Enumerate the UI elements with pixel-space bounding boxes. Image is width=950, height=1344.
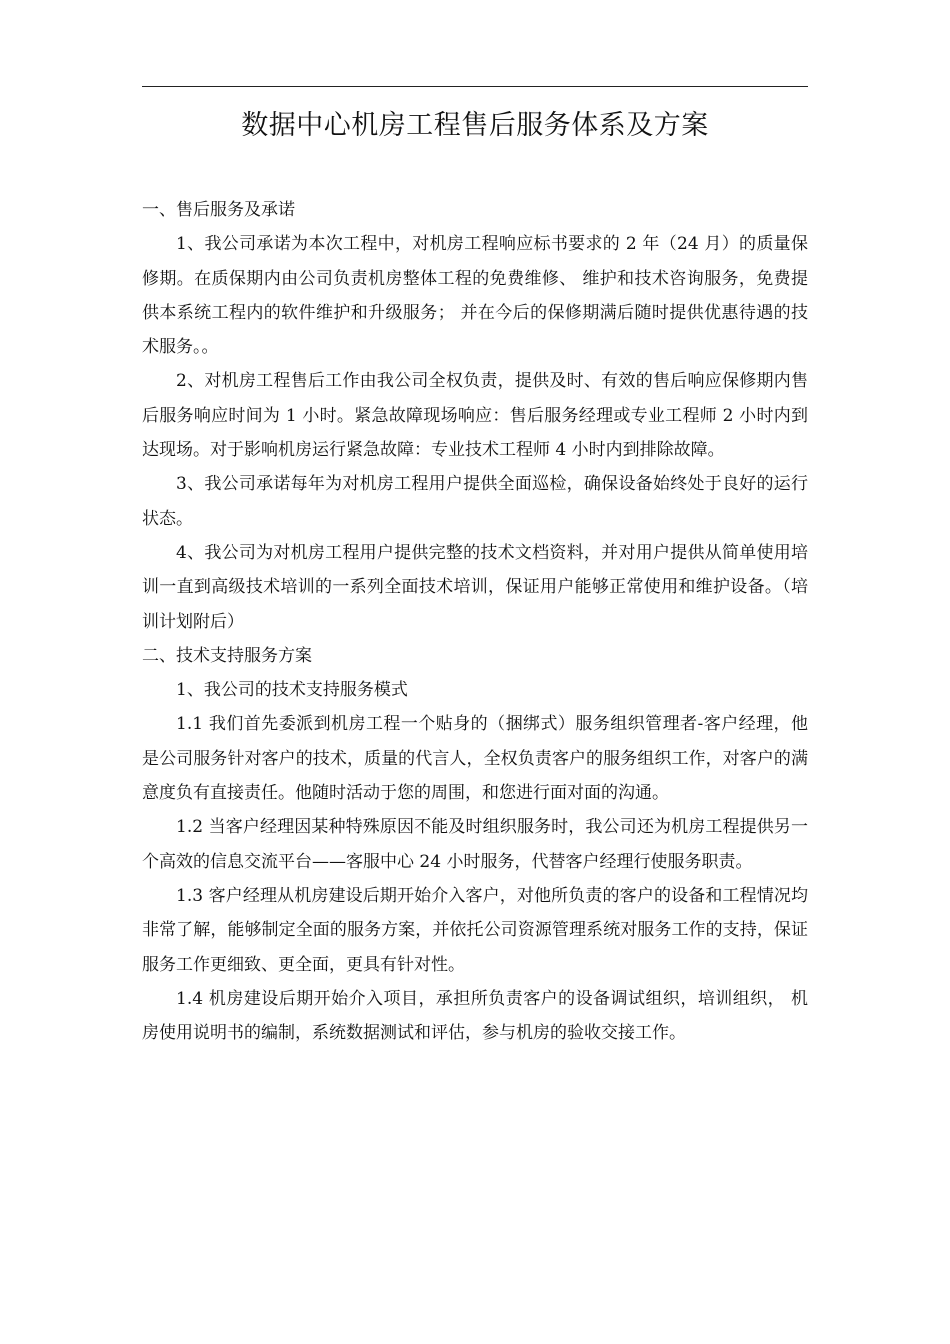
header-rule [142, 86, 808, 87]
paragraph: 1、我公司承诺为本次工程中，对机房工程响应标书要求的 2 年（24 月）的质量保修期。在质保期内由公司负责机房整体工程的免费维修、 维护和技术咨询服务，免费提供本系统工程内的软件维护和升级服务； 并在今后的保修期满后随时提供优惠待遇的技术服务。。 [142, 234, 808, 358]
paragraph: 1.4 机房建设后期开始介入项目，承担所负责客户的设备调试组织，培训组织， 机房使用说明书的编制，系统数据测试和评估，参与机房的验收交接工作。 [142, 988, 808, 1044]
paragraph: 4、我公司为对机房工程用户提供完整的技术文档资料，并对用户提供从简单使用培训一直到高级技术培训的一系列全面技术培训，保证用户能够正常使用和维护设备。（培训计划附后） [142, 542, 808, 632]
document-body [142, 193, 808, 1050]
paragraph: 2、对机房工程售后工作由我公司全权负责，提供及时、有效的售后响应保修期内售后服务响应时间为 1 小时。紧急故障现场响应：售后服务经理或专业工程师 2 小时内到达现场。对于影响机房运行紧急故障：专业技术工程师 4 小时内到排除故障。 [142, 371, 808, 461]
section-heading-1: 一、售后服务及承诺 [142, 200, 295, 220]
paragraph: 1.1 我们首先委派到机房工程一个贴身的（捆绑式）服务组织管理者-客户经理，他是公司服务针对客户的技术，质量的代言人，全权负责客户的服务组织工作，对客户的满意度负有直接责任。他随时活动于您的周围，和您进行面对面的沟通。 [142, 714, 808, 804]
section-heading-2: 二、技术支持服务方案 [142, 645, 312, 666]
subsection-heading: 1、我公司的技术支持服务模式 [176, 680, 408, 701]
paragraph: 1.2 当客户经理因某种特殊原因不能及时组织服务时，我公司还为机房工程提供另一个高效的信息交流平台——客服中心 24 小时服务，代替客户经理行使服务职责。 [142, 817, 808, 872]
paragraph: 1.3 客户经理从机房建设后期开始介入客户，对他所负责的客户的设备和工程情况均非常了解，能够制定全面的服务方案，并依托公司资源管理系统对服务工作的支持，保证服务工作更细致、更全面，更具有针对性。 [142, 885, 808, 975]
paragraph: 3、我公司承诺每年为对机房工程用户提供全面巡检，确保设备始终处于良好的运行状态。 [142, 474, 808, 529]
document-title: 数据中心机房工程售后服务体系及方案 [241, 110, 709, 141]
